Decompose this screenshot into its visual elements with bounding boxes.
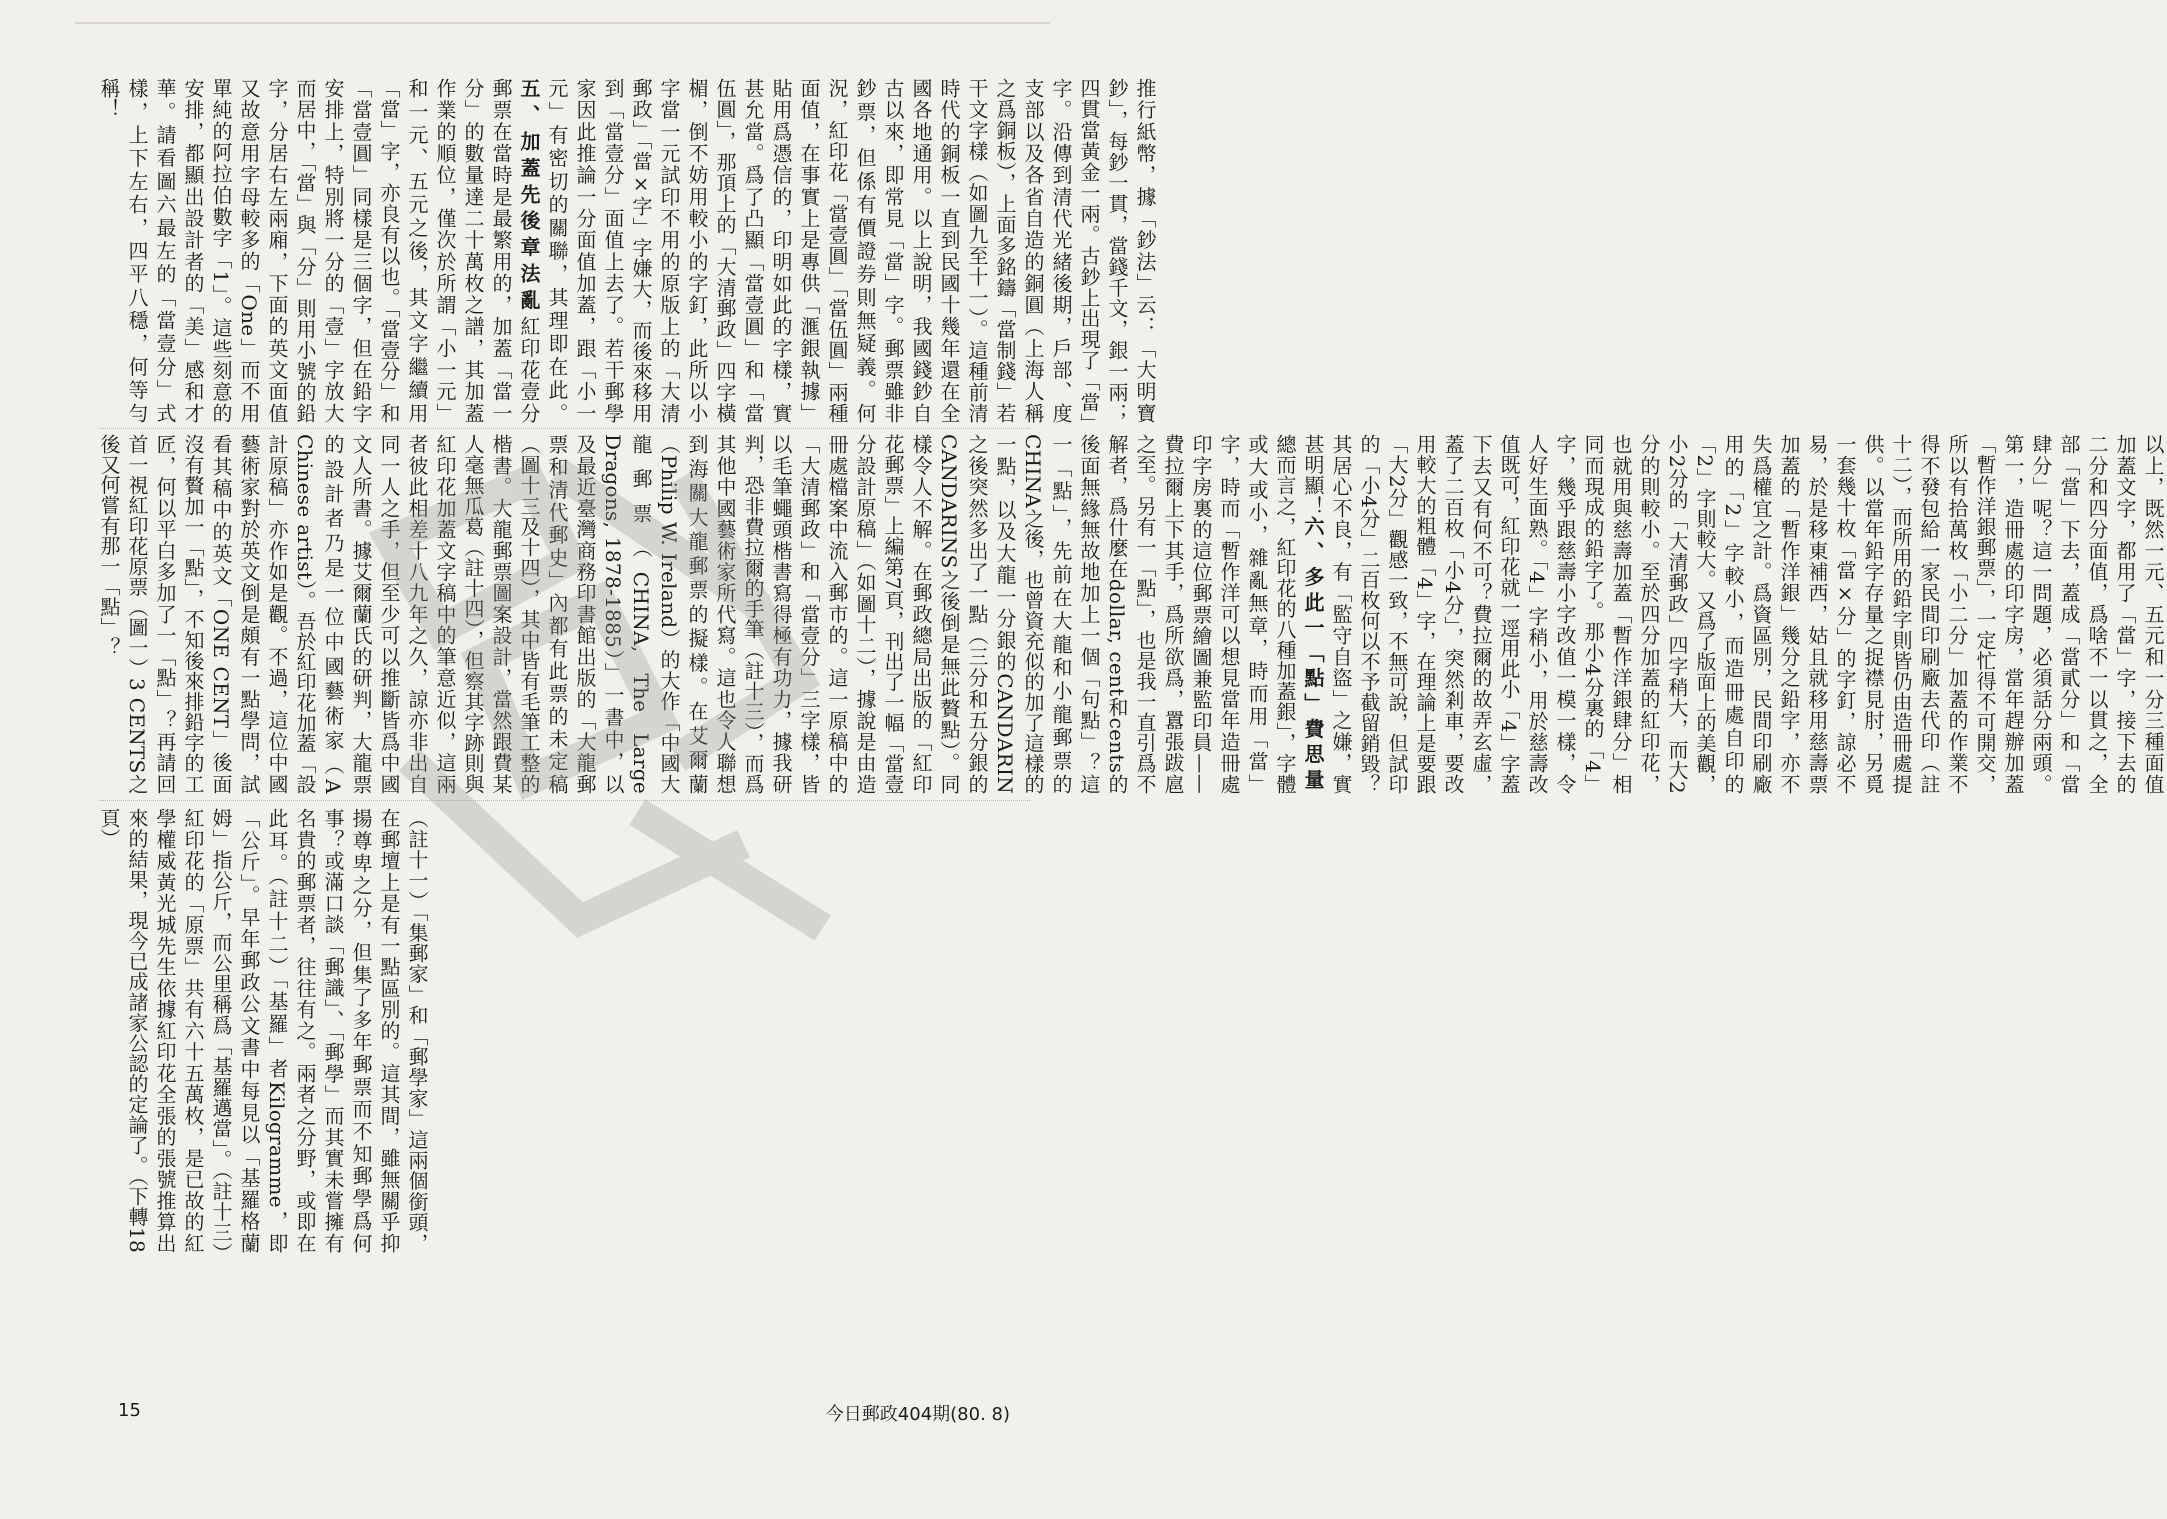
- page-number: 15: [118, 1400, 141, 1421]
- bottom-band: [95, 808, 1035, 1253]
- section-5-heading: 五、加蓋先後章法亂: [517, 78, 541, 316]
- bottom-band-text-block: [95, 808, 431, 1253]
- footnotes-paragraph: （註十一）「集郵家」和「郵學家」這兩個銜頭，在郵壇上是有一點區別的。這其間，雖無關乎抑揚尊卑之分，但集了多年郵票而不知郵學爲何事？或滿口談「郵識」、「郵學」而其實未嘗擁有名貴的郵票者，往往有之。兩者之分野，或即在此耳。（註十二）「基羅」者Kilogramme，即「公斤」。早年郵政公文書中每見以「基羅格蘭姆」指公斤，而公里稱爲「基羅邁當」。（註十三）紅印花的「原票」共有六十五萬枚，是已故的紅學權威黃光城先生依據紅印花全張的張號推算出來的結果，現今已成諸家公認的定論了。: [125, 808, 429, 1253]
- top-band-text-block: [95, 78, 1159, 423]
- continued-note: （下轉18頁）: [97, 808, 149, 1253]
- top-band: [95, 78, 1157, 424]
- section-6-heading: 六、多此一「點」費思量: [1301, 516, 1325, 795]
- section-5-paragraph: 紅印花壹分郵票在當時是最繁用的，加蓋「當一分」的數量達二十萬枚之譜，其加蓋作業的順位，僅次於所謂「小一元」和一元、五元之後，其文字繼續用「當」字，亦良有以也。「當壹分」和「當壹圓」同樣是三個字，但在鉛字安排上，特別將一分的「壹」字放大而居中，「當」與「分」則用小號的鉛字，分居右左兩廂，下面的英文面值又故意用字母較多的「One」而不用單純的阿拉伯數字「1」。這些刻意的安排，都顯出設計者的「美」感和才華。請看圖六最左的「當壹分」式樣，上下左右，四平八穩，何等勻稱！: [97, 78, 541, 424]
- journal-issue-label: 今日郵政404期(80. 8): [825, 1404, 1010, 1425]
- column-divider-bottom: [100, 800, 1030, 801]
- middle-band: [95, 434, 2165, 795]
- section-6-paragraph: 總而言之，紅印花的八種加蓋銀」，字體或大或小，雜亂無章，時而用「當」字，時而「暫作洋可以想見當年造冊處印字房裏的這位郵票繪圖兼監印員——費拉爾上下其手，爲所欲爲，囂張跋扈之至。另有一「點」，也是我一直引爲不解者，爲什麼在dollar, cent和cents的後面無緣無故地加上一個「句點」？這一「點」，先前在大龍和小龍郵票的CHINA之後，也曾資充似的加了這樣的一點，以及大龍一分銀的CANDARIN之後突然多出了一點（三分和五分銀的CANDARINS之後倒是無此贅點）。同樣令人不解。在郵政總局出版的「紅印花郵票」上編第7頁，刊出了一幅「當壹分設計原稿」（如圖十二），據說是由造冊處檔案中流入郵市的。這一原稿中的「大清郵政」和「當壹分」三字樣，皆以毛筆蠅頭楷書寫得極有功力，據我研判，恐非費拉爾的手筆（註十三），而爲其他中國藝術家所代寫。這也令人聯想到海關大龍郵票的擬樣。在艾爾蘭（Philip W. Ireland）的大作「中國大龍郵票（CHINA, The Large Dragons, 1878-1885）」一書中，以及最近臺灣商務印書館出版的「大龍郵票和清代郵史」內都有此票的未定稿（圖十三及十四），其中皆有毛筆工整的楷書。大龍郵票圖案設計，當然跟費某人毫無瓜葛（註十四），但察其字跡則與紅印花加蓋文字稿中的筆意近似，這兩者彼此相差十八九年之久，諒亦非出自同一人之手，但至少可以推斷皆爲中國文人所書。據艾爾蘭氏的研判，大龍票的設計者乃是一位中國藝術家（A Chinese artist）。吾於紅印花加蓋「設計原稿」亦作如是觀。不過，這位中國藝術家對於英文倒是頗有一點學問，試看其稿中的英文「ONE CENT」後面沒有贅加一「點」，不知後來排鉛字的工匠，何以平白多加了一「點」？再請回首一視紅印花原票（圖一）3 CENTS之後又何嘗有那一「點」？: [97, 434, 1297, 794]
- top-border: [75, 22, 1050, 38]
- top-band-paragraph: 推行紙幣，據「鈔法」云：「大明寶鈔」，每鈔一貫，當錢千文，銀一兩；四貫當黃金一兩。古鈔上出現了「當」字。沿傳到清代光緒後期，戶部、度支部以及各省自造的銅圓（上海人稱之爲銅板），上面多銘鑄「當制錢」若干文字樣（如圖九至十一）。這種前清時代的銅板一直到民國十幾年還在全國各地通用。以上說明，我國錢鈔自古以來，即常見「當」字。郵票雖非鈔票，但係有價證券則無疑義。何況，紅印花「當壹圓」「當伍圓」兩種面值，在事實上是專供「滙銀執據」貼用爲憑信的，印明如此的字樣，實甚允當。爲了凸顯「當壹圓」和「當伍圓」，那頂上的「大清郵政」四字橫楣，倒不妨用較小的字釘，此所以小字當一元試印不用的原版上的「大清郵政」「當×字」字嫌大，而後來移用到「當壹分」面值上去了。若干郵學家因此推論一分面值加蓋，跟「小一元」有密切的關聯，其理即在此。: [545, 78, 1157, 423]
- middle-band-text-block: [95, 434, 2167, 794]
- middle-band-paragraph: 以上，既然一元、五元和一分三種面值加蓋文字，都用了「當」字，接下去的二分和四分面值，爲啥不一以貫之，全部「當」下去，蓋成「當貳分」和「當肆分」呢？這一問題，必須話分兩頭。第一，造冊處的印字房，當年趕辦加蓋「暫作洋銀郵票」，一定忙得不可開交，所以有拾萬枚「小二分」加蓋的作業不得不發包給一家民間印刷廠去代印（註十二），而所用的鉛字則皆仍由造冊處提供。以當年鉛字存量之捉襟見肘，另覓一套幾十枚「當×分」的字釘，諒必不易，於是移東補西，姑且就移用慈壽票加蓋的「暫作洋銀」幾分之鉛字，亦不失爲權宜之計。爲資區別，民間印刷廠用的「2」字較小，而造冊處自印的「2」字則較大。又爲了版面上的美觀，小2分的「大清郵政」四字稍大，而大2分的則較小。至於四分加蓋的紅印花，也就用與慈壽加蓋「暫作洋銀肆分」相同而現成的鉛字了。那小4分裏的「4」字，幾乎跟慈壽小字改值一模一樣，令人好生面熟。「4」字稍小，用於慈壽改值既可，紅印花就一逕用此小「4」字蓋下去又有何不可？費拉爾的故弄玄虛，蓋了二百枚「小4分」，突然剎車，要改用較大的粗體「4」字，在理論上是要跟「大2分」觀感一致，不無可說，但試印的「小4分」二百枚何以不予截留銷毀？其居心不良，有「監守自盜」之嫌，實甚明顯！: [1301, 434, 2165, 794]
- column-divider-top: [100, 428, 1030, 429]
